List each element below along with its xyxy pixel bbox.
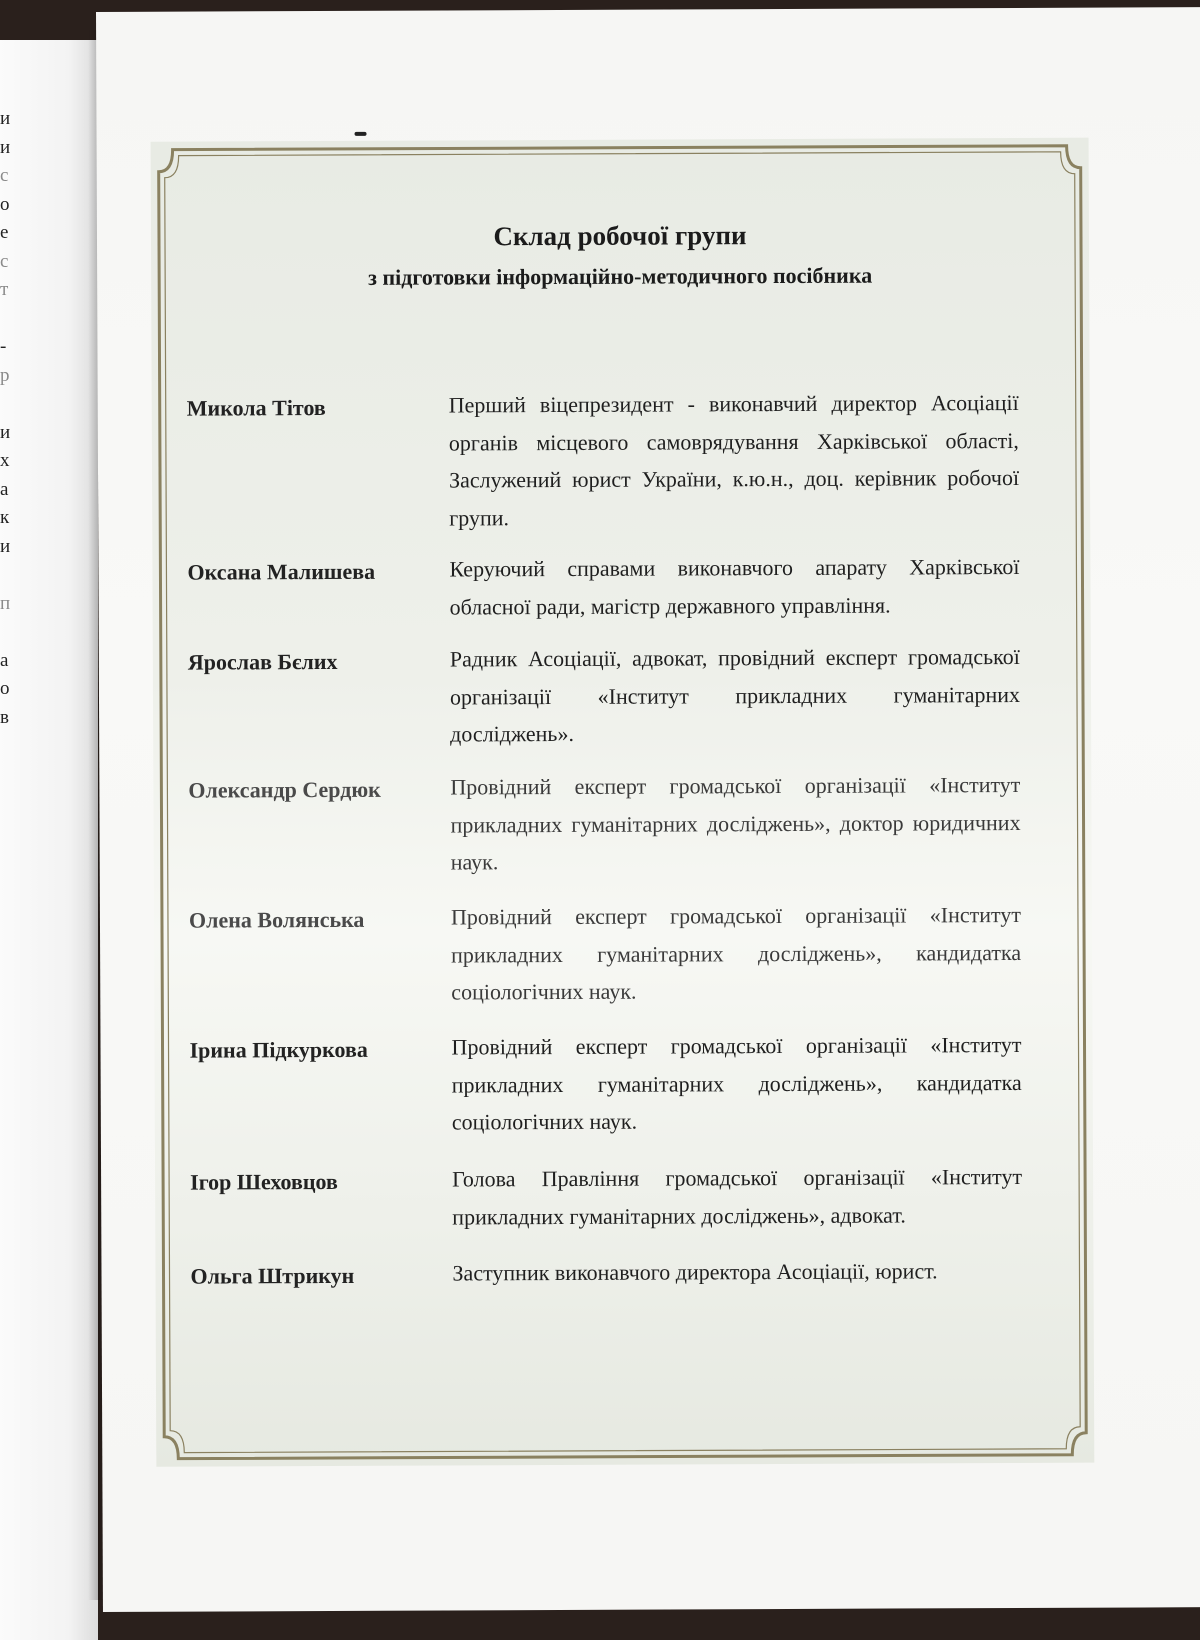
member-entry bbox=[190, 1158, 1030, 1229]
left-fragment: е bbox=[0, 222, 9, 243]
member-role: Провідний експерт громадської організації «Інститут прикладних гуманітарних досліджень», доктор юридичних наук. bbox=[450, 771, 1021, 875]
member-entry bbox=[189, 1026, 1029, 1135]
member-entry bbox=[188, 766, 1028, 875]
left-fragment: - bbox=[0, 336, 7, 357]
left-fragment: о bbox=[0, 193, 10, 215]
left-fragment bbox=[0, 305, 20, 334]
document-subtitle: з підготовки інформаційно-методичного посібника bbox=[368, 262, 873, 290]
member-entry bbox=[187, 548, 1027, 619]
left-fragment: п bbox=[0, 592, 11, 614]
left-fragment: с bbox=[0, 165, 9, 186]
member-entry bbox=[187, 638, 1028, 747]
left-fragment: с bbox=[0, 250, 9, 272]
left-fragment: а bbox=[0, 478, 9, 500]
left-fragment bbox=[0, 390, 20, 419]
member-role: Керуючий справами виконавчого апарату Харківської обласної ради, магістр державного управління. bbox=[449, 553, 1020, 619]
left-fragment bbox=[0, 561, 20, 590]
left-fragment: и bbox=[0, 535, 11, 557]
ink-spot bbox=[355, 129, 375, 139]
member-name: Ольга Штрикун bbox=[190, 1262, 355, 1289]
left-page-text-fragments bbox=[0, 105, 20, 732]
member-name: Олександр Сердюк bbox=[188, 776, 381, 803]
left-page bbox=[0, 40, 98, 1640]
member-name: Олена Волянська bbox=[188, 906, 365, 933]
member-entry bbox=[188, 896, 1029, 1005]
document-title: Склад робочої групи bbox=[493, 220, 747, 252]
left-fragment: т bbox=[0, 279, 9, 300]
member-entry bbox=[186, 384, 1027, 530]
member-name: Ірина Підкуркова bbox=[189, 1036, 368, 1063]
left-fragment: о bbox=[0, 678, 10, 699]
left-fragment: х bbox=[0, 450, 10, 471]
member-role: Заступник виконавчого директора Асоціації, юрист. bbox=[452, 1258, 938, 1286]
left-fragment bbox=[0, 618, 20, 647]
member-name: Оксана Малишева bbox=[187, 558, 376, 585]
left-fragment: и bbox=[0, 136, 11, 158]
left-fragment: а bbox=[0, 649, 9, 671]
member-name: Микола Тітов bbox=[186, 395, 326, 421]
member-role: Радник Асоціації, адвокат, провідний експерт громадської організації «Інститут прикладних гуманітарних досліджень». bbox=[449, 643, 1021, 747]
left-fragment: и bbox=[0, 108, 11, 129]
member-role: Провідний експерт громадської організації «Інститут прикладних гуманітарних досліджень», кандидатка соціологічних наук. bbox=[451, 1031, 1022, 1135]
member-name: Ігор Шеховцов bbox=[190, 1168, 338, 1195]
member-entry bbox=[190, 1252, 1030, 1289]
member-role: Перший віцепрезидент - виконавчий директор Асоціації органів місцевого самоврядування Харківської області, Заслужений юрист України, к.ю.н., доц. керівник робочої групи. bbox=[448, 389, 1020, 530]
working-group-content bbox=[151, 138, 1095, 1467]
left-fragment: в bbox=[0, 706, 9, 728]
right-page bbox=[96, 7, 1200, 1612]
member-name: Ярослав Бєлих bbox=[187, 648, 338, 675]
member-role: Голова Правління громадської організації «Інститут прикладних гуманітарних досліджень», адвокат. bbox=[452, 1163, 1023, 1229]
left-fragment: и bbox=[0, 421, 11, 443]
framed-panel bbox=[151, 138, 1095, 1467]
left-fragment: к bbox=[0, 507, 10, 528]
left-fragment: р bbox=[0, 364, 10, 386]
member-role: Провідний експерт громадської організації «Інститут прикладних гуманітарних досліджень», кандидатка соціологічних наук. bbox=[450, 901, 1022, 1005]
